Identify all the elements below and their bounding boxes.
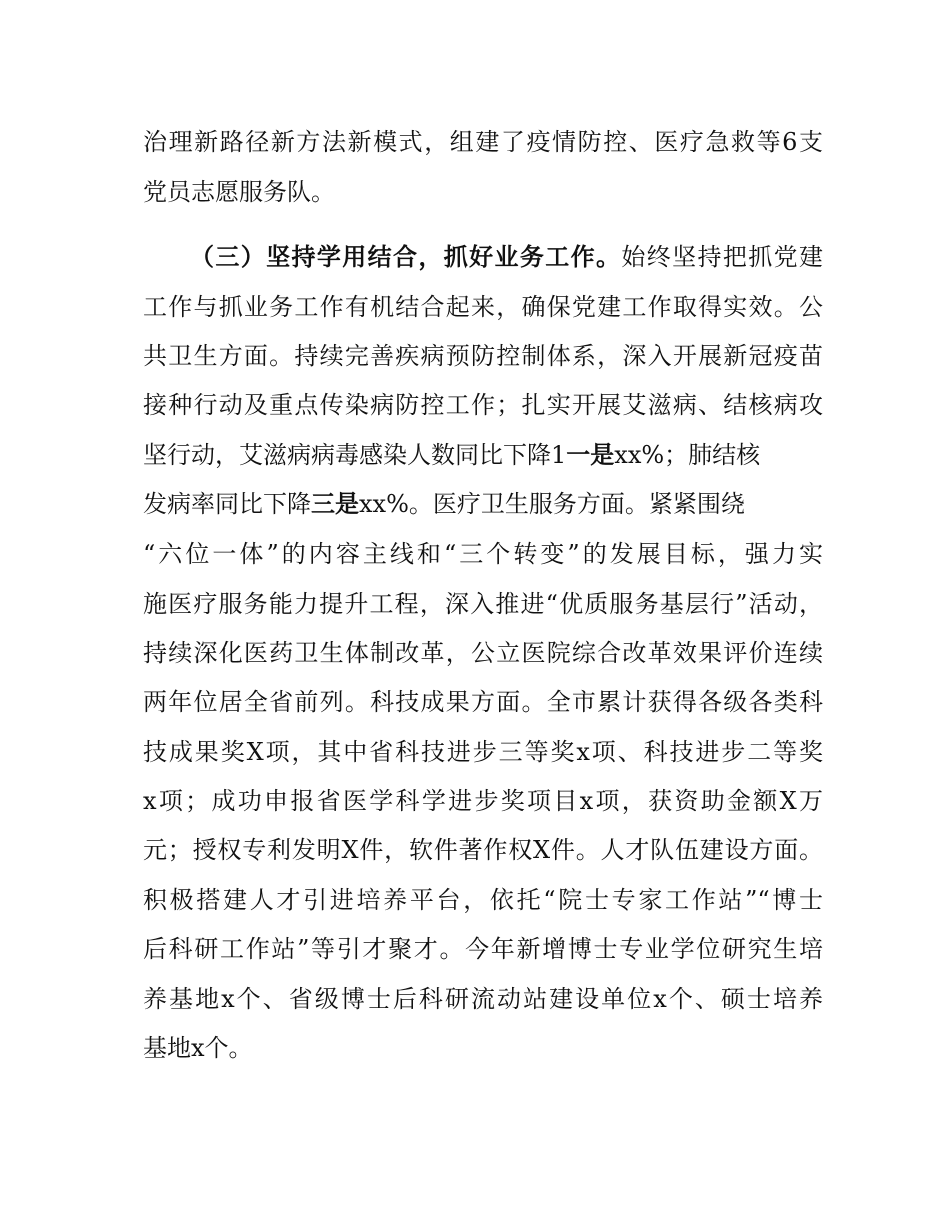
- section-first-line-text: 始终坚持把抓党建: [621, 243, 823, 271]
- line-text: 发病率同比下降: [143, 490, 311, 518]
- line-text: xx%。医疗卫生服务方面。紧紧围绕: [359, 490, 745, 518]
- bold-marker: 三是: [311, 490, 359, 518]
- paragraph-line: 两年位居全省前列。科技成果方面。全市累计获得各级各类科: [143, 688, 823, 716]
- paragraph-line: 积极搭建人才引进培养平台，依托“院士专家工作站”“博士: [143, 886, 823, 914]
- bold-marker: 一是: [566, 441, 615, 469]
- line-text: 坚行动，艾滋病病毒感染人数同比下降1: [143, 441, 567, 469]
- paragraph-line: 元；授权专利发明X件，软件著作权X件。人才队伍建设方面。: [143, 836, 823, 864]
- paragraph-line: 施医疗服务能力提升工程，深入推进“优质服务基层行”活动，: [143, 590, 823, 618]
- paragraph-line: 工作与抓业务工作有机结合起来，确保党建工作取得实效。公: [143, 293, 823, 321]
- paragraph-line: [143, 435, 793, 475]
- paragraph-line: 基地x个。: [143, 1034, 253, 1062]
- paragraph-line: 共卫生方面。持续完善疾病预防控制体系，深入开展新冠疫苗: [143, 342, 823, 370]
- line-text: xx%；肺结核: [614, 441, 761, 469]
- section-first-line: [190, 237, 823, 277]
- paragraph-line: “六位一体”的内容主线和“三个转变”的发展目标，强力实: [143, 540, 823, 568]
- paragraph-line: 后科研工作站”等引才聚才。今年新增博士专业学位研究生培: [143, 935, 823, 963]
- section-heading: （三）坚持学用结合，抓好业务工作。: [190, 243, 622, 271]
- paragraph-line: 持续深化医药卫生体制改革，公立医院综合改革效果评价连续: [143, 639, 823, 667]
- paragraph-line: x项；成功申报省医学科学进步奖项目x项，获资助金额X万: [143, 787, 823, 815]
- paragraph-line: 接种行动及重点传染病防控工作；扎实开展艾滋病、结核病攻: [143, 391, 823, 419]
- paragraph-line: 党员志愿服务队。: [143, 178, 335, 206]
- paragraph-line: [143, 484, 773, 524]
- paragraph-line: 技成果奖X项，其中省科技进步三等奖x项、科技进步二等奖: [143, 738, 823, 766]
- paragraph-line: 养基地x个、省级博士后科研流动站建设单位x个、硕士培养: [143, 985, 823, 1013]
- paragraph-line: 治理新路径新方法新模式，组建了疫情防控、医疗急救等6支: [143, 128, 823, 156]
